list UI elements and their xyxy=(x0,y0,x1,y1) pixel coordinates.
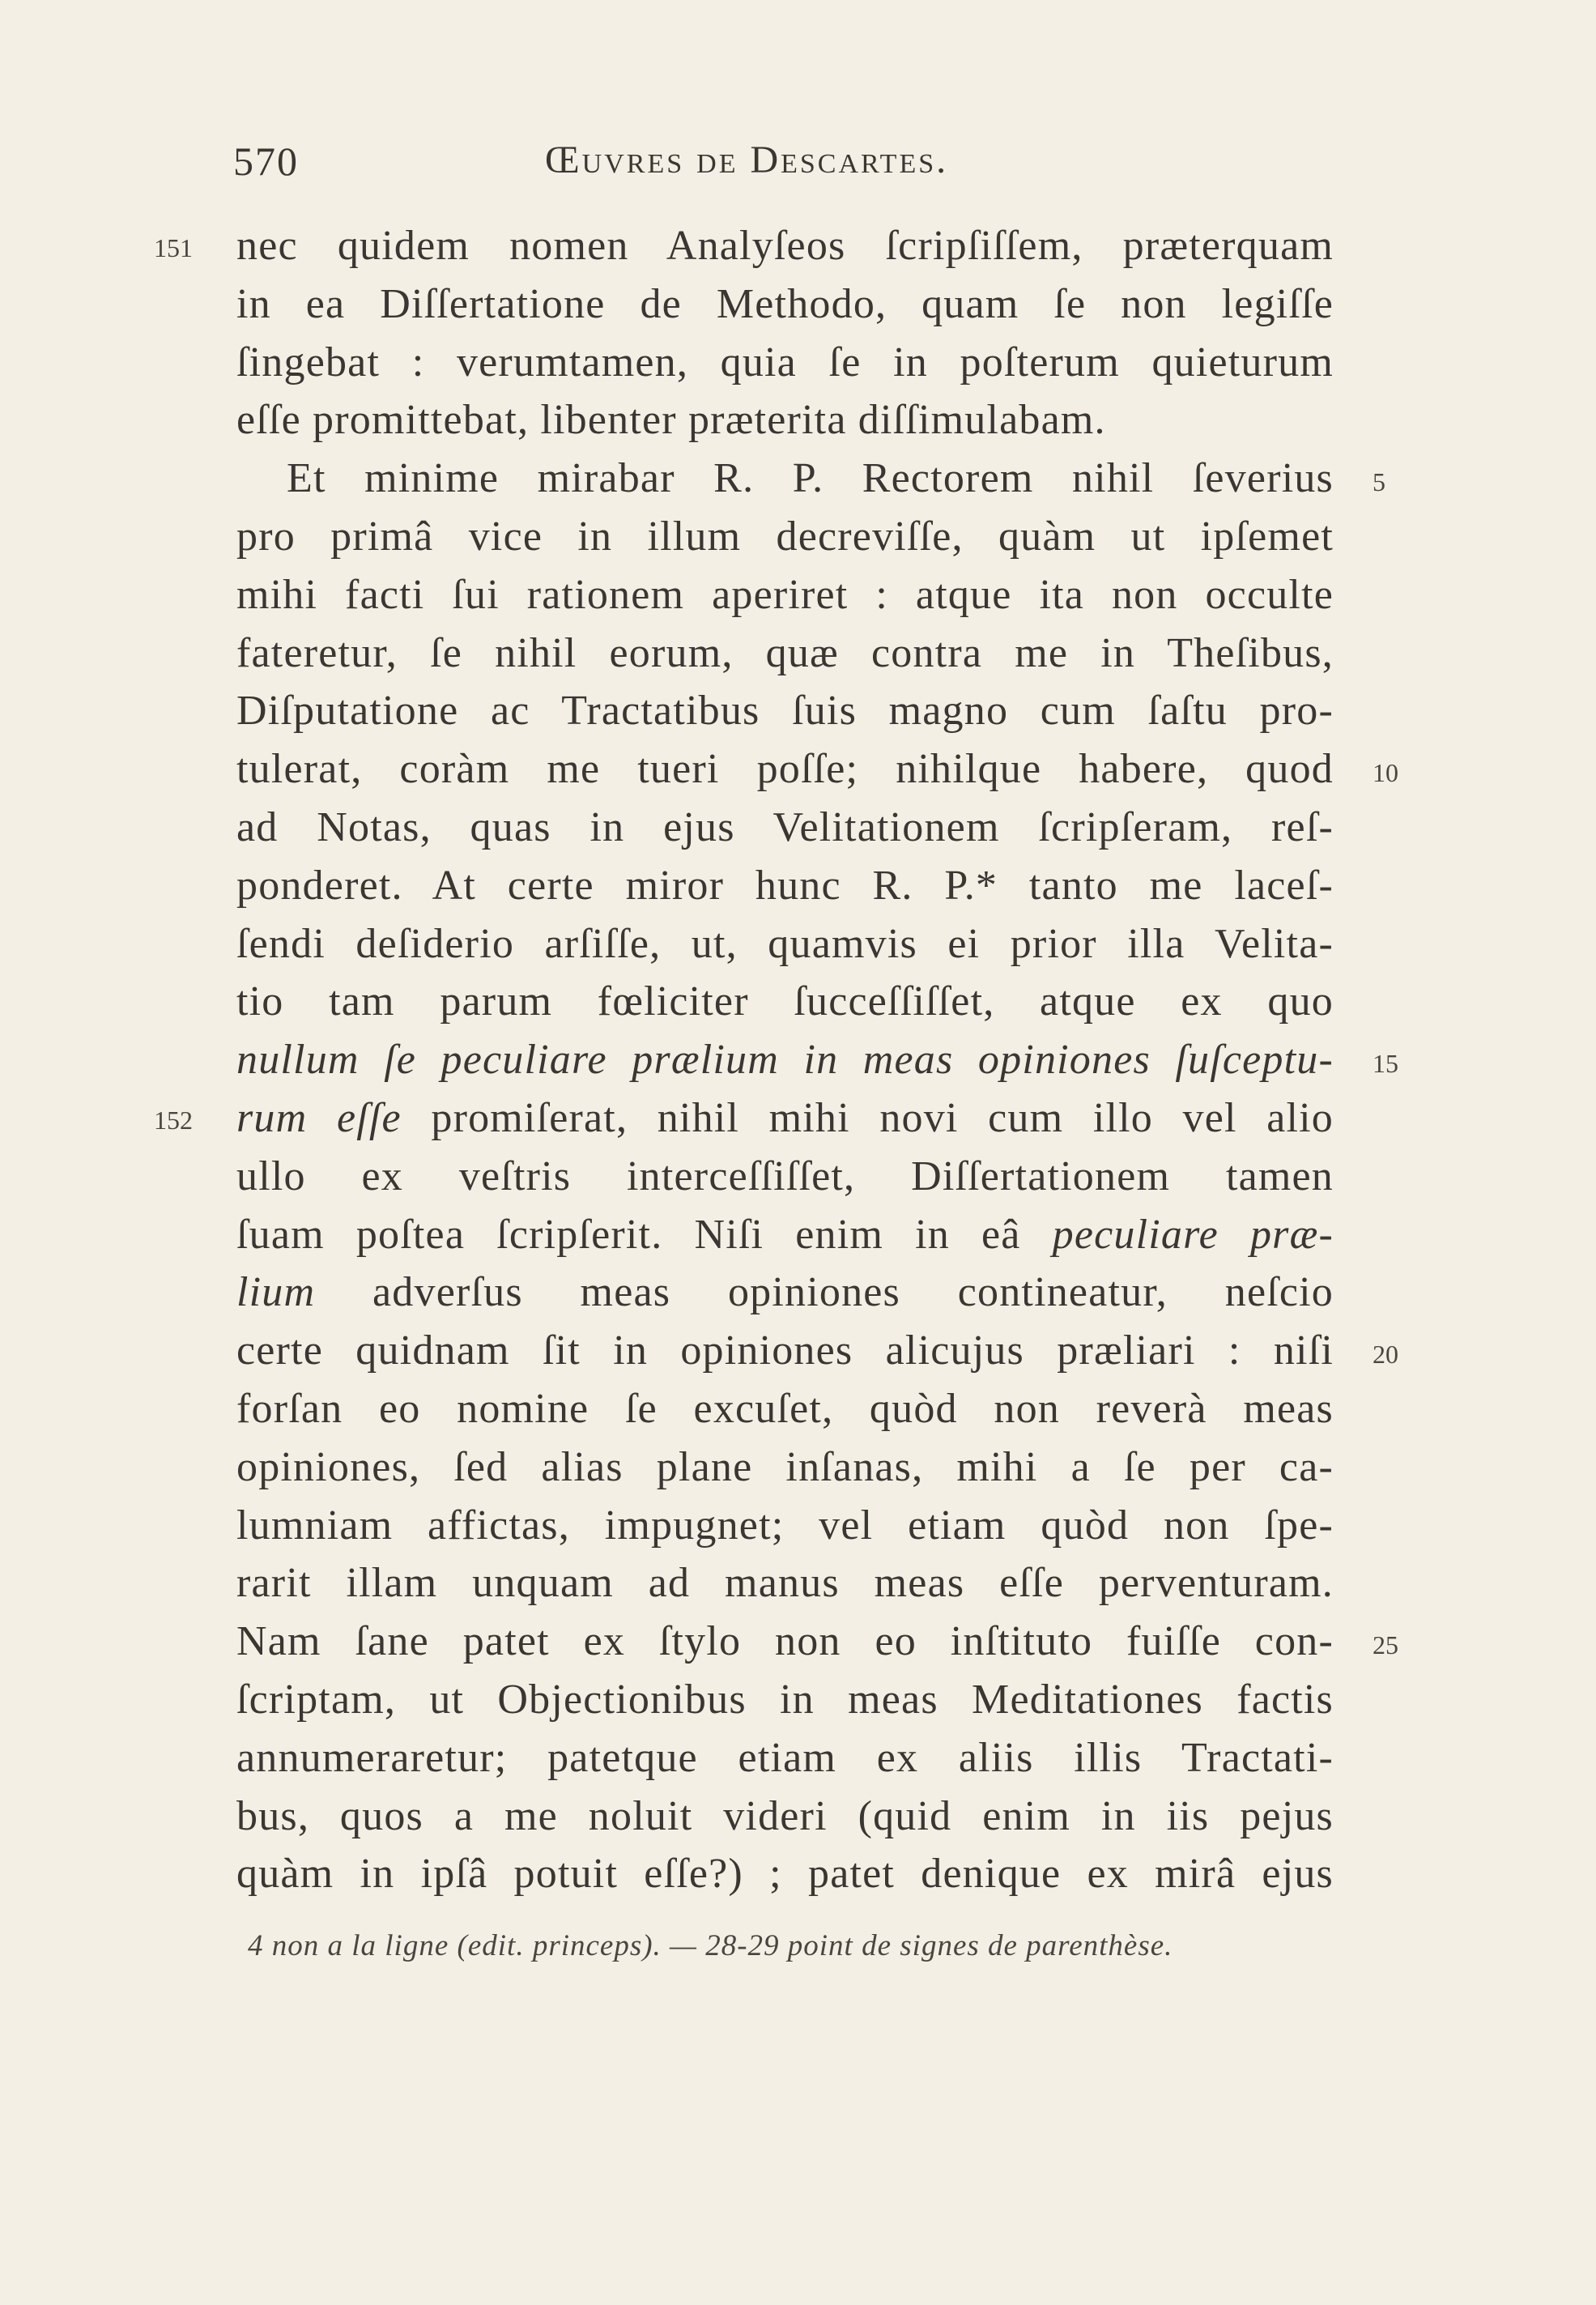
text-line xyxy=(236,740,1334,799)
line-text: ſcriptam, ut Objectionibus in meas Meditationes factis xyxy=(236,1676,1334,1723)
line-text: ad Notas, quas in ejus Velitationem ſcripſeram, reſ- xyxy=(236,803,1334,850)
text-line xyxy=(236,217,1334,275)
text-line xyxy=(236,334,1334,392)
text-line xyxy=(236,1671,1334,1729)
original-page-marker: 151 xyxy=(154,233,193,262)
line-text: ullo ex veſtris interceſſiſſet, Diſſertationem tamen xyxy=(236,1152,1334,1199)
line-text: lumniam affictas, impugnet; vel etiam quòd non ſpe- xyxy=(236,1502,1334,1549)
line-text: Nam ſane patet ex ſtylo non eo inſtituto fuiſſe con- xyxy=(236,1618,1334,1665)
line-text: annumeraretur; patetque etiam ex aliis illis Tractati- xyxy=(236,1734,1334,1781)
line-text: tio tam parum fœliciter ſucceſſiſſet, atque ex quo xyxy=(236,978,1334,1025)
line-text: Et minime mirabar R. P. Rectorem nihil ſeverius xyxy=(287,455,1334,502)
line-number-marker: 10 xyxy=(1373,758,1398,788)
footnote: 4 non a la ligne (edit. princeps). — 28-29 point de signes de parenthèse. xyxy=(248,1929,1173,1962)
text-line xyxy=(236,1380,1334,1438)
line-number-marker: 25 xyxy=(1373,1630,1398,1660)
italic-text: peculiare præ- xyxy=(1052,1211,1334,1258)
line-text: Diſputatione ac Tractatibus ſuis magno cum ſaſtu pro- xyxy=(236,688,1334,735)
text-line xyxy=(236,973,1334,1031)
text-line xyxy=(236,1845,1334,1903)
text-line xyxy=(236,857,1334,915)
text-line xyxy=(236,391,1334,449)
text-line xyxy=(236,1089,1334,1148)
text-line xyxy=(236,1263,1334,1322)
text-line xyxy=(236,624,1334,683)
text-line xyxy=(236,1554,1334,1613)
text-line xyxy=(236,1322,1334,1380)
text-line xyxy=(236,1031,1334,1089)
text-line xyxy=(236,508,1334,566)
line-text: ſuam poſtea ſcripſerit. Niſi enim in eâ xyxy=(236,1211,1053,1258)
line-text: forſan eo nomine ſe excuſet, quòd non reverà meas xyxy=(236,1385,1334,1432)
text-line xyxy=(236,1729,1334,1787)
page-number: 570 xyxy=(233,138,299,184)
line-number-marker: 20 xyxy=(1373,1340,1398,1370)
line-text: ſingebat : verumtamen, quia ſe in poſterum quieturum xyxy=(236,339,1334,386)
line-text: pro primâ vice in illum decreviſſe, quàm ut ipſemet xyxy=(236,513,1334,560)
line-text: opiniones, ſed alias plane inſanas, mihi a ſe per ca- xyxy=(236,1443,1334,1490)
running-head xyxy=(233,138,1367,194)
text-line xyxy=(236,566,1334,624)
line-text: ſendi deſiderio arſiſſe, ut, quamvis ei prior illa Velita- xyxy=(236,920,1334,967)
italic-text: rum eſſe xyxy=(236,1094,402,1141)
line-text: rarit illam unquam ad manus meas eſſe perventuram. xyxy=(236,1560,1334,1607)
text-line xyxy=(236,1148,1334,1206)
line-text: ponderet. At certe miror hunc R. P.* tanto me laceſ- xyxy=(236,862,1334,909)
line-text: tulerat, coràm me tueri poſſe; nihilque habere, quod xyxy=(236,746,1334,793)
body-text xyxy=(236,217,1334,1903)
italic-text: nullum ſe peculiare prælium in meas opiniones ſuſceptu- xyxy=(236,1037,1334,1084)
line-text: quàm in ipſâ potuit eſſe?) ; patet denique ex mirâ ejus xyxy=(236,1851,1334,1898)
line-text: bus, quos a me noluit videri (quid enim in iis pejus xyxy=(236,1792,1334,1839)
book-title: Œuvres de Descartes. xyxy=(545,138,949,181)
text-line xyxy=(236,1613,1334,1671)
line-text: nec quidem nomen Analyſeos ſcripſiſſem, præterquam xyxy=(236,223,1334,269)
line-text: certe quidnam ſit in opiniones alicujus præliari : niſi xyxy=(236,1327,1334,1374)
text-line xyxy=(236,1438,1334,1497)
line-number-marker: 15 xyxy=(1373,1049,1398,1079)
original-page-marker: 152 xyxy=(154,1106,193,1135)
text-line xyxy=(236,1206,1334,1264)
text-line xyxy=(236,275,1334,334)
line-text: in ea Diſſertatione de Methodo, quam ſe non legiſſe xyxy=(236,280,1334,327)
line-number-marker: 5 xyxy=(1373,467,1385,497)
line-text: mihi facti ſui rationem aperiret : atque ita non occulte xyxy=(236,571,1334,618)
line-text: eſſe promittebat, libenter præterita diſſimulabam. xyxy=(236,397,1106,444)
line-text: fateretur, ſe nihil eorum, quæ contra me in Theſibus, xyxy=(236,629,1334,676)
line-text: promiſerat, nihil mihi novi cum illo vel alio xyxy=(401,1094,1334,1141)
text-line xyxy=(236,682,1334,740)
text-line xyxy=(236,449,1334,508)
text-line xyxy=(236,799,1334,857)
text-line xyxy=(236,1787,1334,1846)
line-text: adverſus meas opiniones contineatur, neſcio xyxy=(315,1269,1334,1316)
text-line xyxy=(236,1497,1334,1555)
text-line xyxy=(236,915,1334,974)
italic-text: lium xyxy=(236,1269,316,1316)
